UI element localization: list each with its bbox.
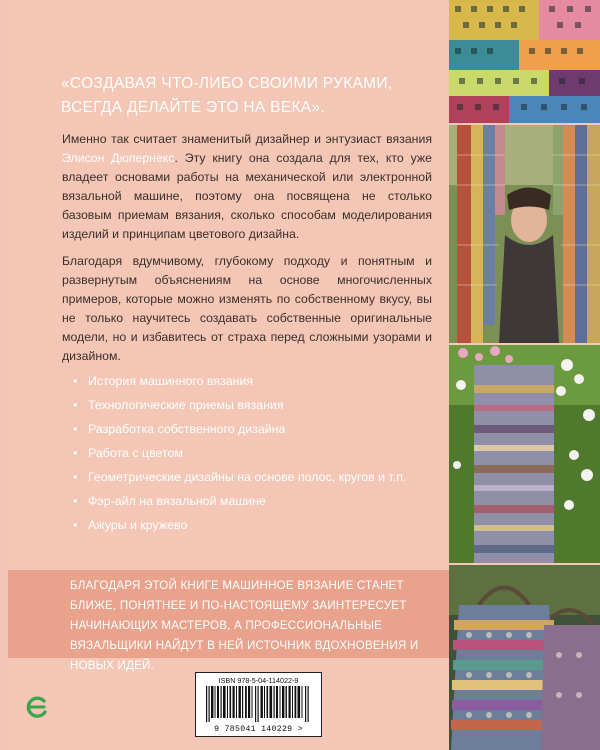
barcode-icon	[204, 686, 314, 722]
topic-label: Ажуры и кружево	[88, 518, 188, 532]
striped-scarf-photo	[449, 345, 600, 563]
bullet-icon: •	[73, 422, 78, 436]
topic-label: Геометрические дизайны на основе полос, кругов и т.п.	[88, 470, 407, 484]
bullet-icon: •	[73, 470, 78, 484]
list-item	[68, 373, 428, 390]
topic-label: Технологические приемы вязания	[88, 398, 284, 412]
topic-label: Работа с цветом	[88, 446, 183, 460]
intro-text-end: . Эту книгу она создала для тех, кто уже владеет основами работы на механической или электронной вязальной машине, поэтому она посвящена не столько базовым приемам вязания, сколько способам моделирования изделий и принципам цветового дизайна.	[62, 151, 432, 241]
bullet-icon: •	[73, 446, 78, 460]
left-edge-strip	[0, 0, 8, 750]
bullet-icon: •	[73, 518, 78, 532]
list-item	[68, 445, 428, 462]
topics-list	[68, 373, 428, 541]
topic-label: Разработка собственного дизайна	[88, 422, 286, 436]
text-column	[8, 0, 449, 750]
intro-paragraph	[62, 130, 432, 244]
topic-label: Фэр-айл на вязальной машине	[88, 494, 266, 508]
list-item	[68, 469, 428, 486]
barcode-panel	[195, 672, 322, 737]
bullet-icon: •	[73, 494, 78, 508]
list-item	[68, 517, 428, 534]
photo-column	[449, 0, 600, 750]
eksmo-logo-icon	[22, 692, 52, 722]
author-name: Элисон Дюпернекс	[62, 151, 175, 165]
woman-with-shawl-photo	[449, 125, 600, 343]
list-item	[68, 397, 428, 414]
knitted-fabric-photo	[449, 0, 600, 123]
list-item	[68, 493, 428, 510]
bullet-icon: •	[73, 398, 78, 412]
isbn-label: ISBN 978-5-04-114022-9	[218, 676, 299, 685]
list-item	[68, 421, 428, 438]
description-paragraph: Благодаря вдумчивому, глубокому подходу и понятным и развернутым объяснениям на основе многочисленных примеров, которые можно изменять по собственному вкусу, вы не только научитесь создавать собственные оригинальные модели, но и избавитесь от страха перед сложными узорами и дизайном.	[62, 254, 432, 363]
intro-text-start: Именно так считает знаменитый дизайнер и энтузиаст вязания	[62, 132, 432, 146]
barcode-digits: 9 785041 140229 >	[214, 725, 303, 734]
knitted-bag-photo	[449, 565, 600, 750]
closing-text: БЛАГОДАРЯ ЭТОЙ КНИГЕ МАШИННОЕ ВЯЗАНИЕ СТАНЕТ БЛИЖЕ, ПОНЯТНЕЕ И ПО-НАСТОЯЩЕМУ ЗАИНТЕРЕСУЕТ НАЧИНАЮЩИХ МАСТЕРОВ, А ПРОФЕССИОНАЛЬНЫЕ ВЯЗАЛЬЩИКИ НАЙДУТ В НЕЙ ИСТОЧНИК ВДОХНОВЕНИЯ И НОВЫХ ИДЕЙ.	[70, 579, 419, 672]
bullet-icon: •	[73, 374, 78, 388]
cover-quote: «СОЗДАВАЯ ЧТО-ЛИБО СВОИМИ РУКАМИ, ВСЕГДА ДЕЛАЙТЕ ЭТО НА ВЕКА».	[61, 75, 393, 116]
topic-label: История машинного вязания	[88, 374, 254, 388]
